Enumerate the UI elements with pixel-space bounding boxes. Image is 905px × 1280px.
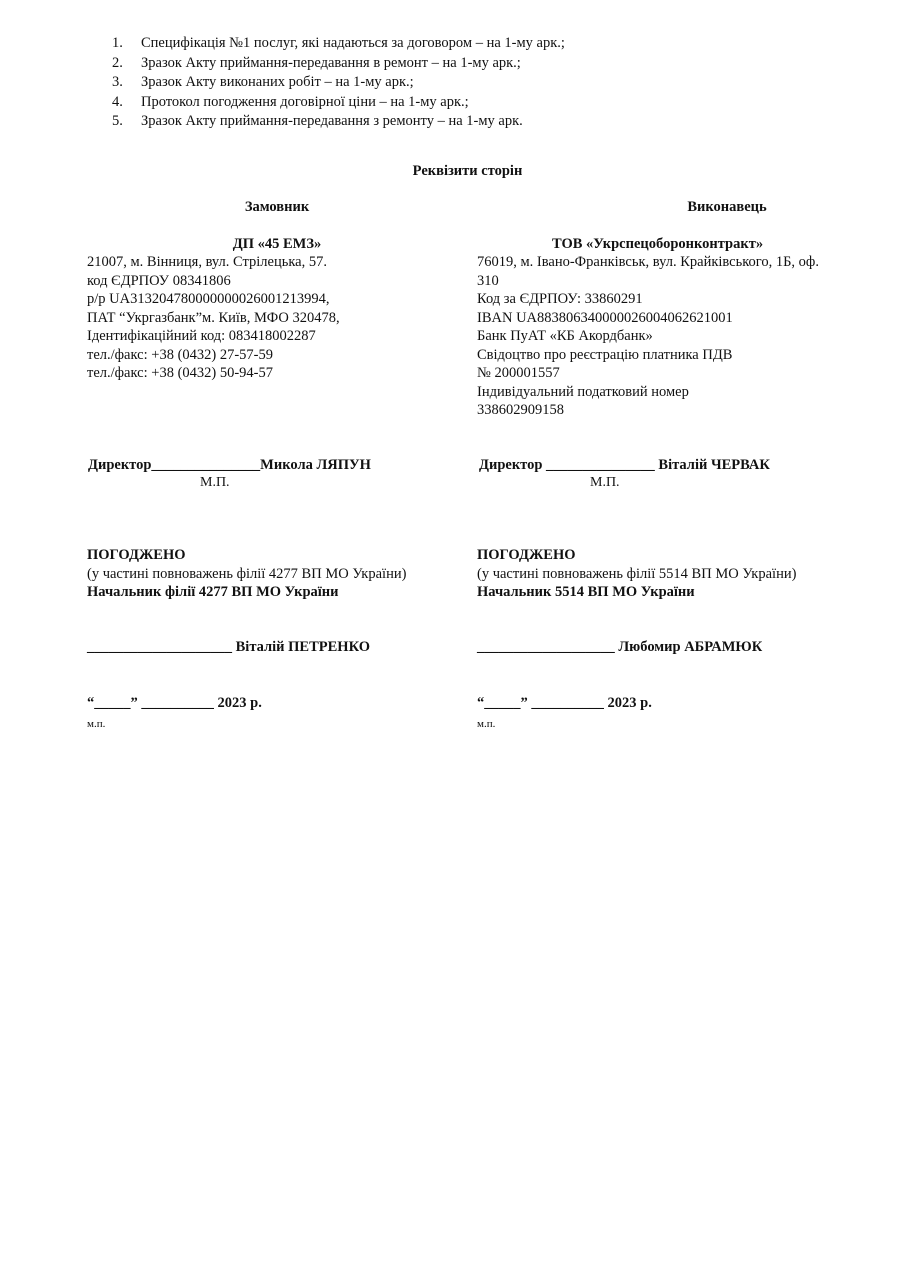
contractor-detail-line: 338602909158 [477, 402, 564, 418]
customer-stamp-small: м.п. [87, 718, 106, 730]
customer-head-title: Начальник філії 4277 ВП МО України [87, 584, 339, 600]
annex-text: Зразок Акту приймання-передавання в ремонт – на 1-му арк.; [141, 54, 521, 71]
contractor-detail-line: Свідоцтво про реєстрацію платника ПДВ [477, 346, 733, 363]
annex-item [112, 73, 565, 93]
contractor-agreed-note: (у частині повноважень філії 5514 ВП МО України) [477, 565, 797, 582]
customer-stamp-label: М.П. [200, 475, 230, 490]
contractor-agreed-block [477, 546, 796, 602]
customer-agreed-block [87, 546, 406, 602]
contractor-head-title: Начальник 5514 ВП МО України [477, 584, 695, 600]
contractor-detail-line: № 200001557 [477, 365, 560, 381]
annex-number: 2. [112, 54, 123, 71]
customer-details [87, 198, 467, 383]
annex-number: 1. [112, 35, 123, 51]
customer-agreed-heading: ПОГОДЖЕНО [87, 547, 186, 563]
contractor-agreed-heading: ПОГОДЖЕНО [477, 547, 576, 563]
contractor-head-signature: ___________________ Любомир АБРАМЮК [477, 639, 763, 655]
contractor-detail-line: IBAN UA883806340000026004062621001 [477, 309, 733, 326]
annex-number: 4. [112, 93, 123, 110]
contractor-detail-line: Індивідуальний податковий номер [477, 383, 689, 400]
annex-list [112, 34, 565, 132]
contractor-date-line: “_____” __________ 2023 р. [477, 695, 652, 711]
contractor-org-name: ТОВ «Укрспецоборонконтракт» [552, 235, 764, 252]
customer-detail-line: код ЄДРПОУ 08341806 [87, 272, 231, 289]
customer-date-line: “_____” __________ 2023 р. [87, 695, 262, 711]
contractor-detail-line: 76019, м. Івано-Франківськ, вул. Крайківського, 1Б, оф. [477, 254, 819, 270]
annex-text: Зразок Акту виконаних робіт – на 1-му арк.; [141, 74, 414, 90]
annex-text: Специфікація №1 послуг, які надаються за договором – на 1-му арк.; [141, 35, 565, 51]
customer-detail-line: р/р UA313204780000000026001213994, [87, 291, 330, 307]
customer-agreed-note: (у частині повноважень філії 4277 ВП МО України) [87, 565, 407, 582]
annex-number: 3. [112, 74, 123, 90]
customer-detail-line: 21007, м. Вінниця, вул. Стрілецька, 57. [87, 254, 327, 270]
annex-number: 5. [112, 113, 123, 129]
contractor-detail-line: Код за ЄДРПОУ: 33860291 [477, 291, 643, 307]
contractor-role-heading: Виконавець [687, 199, 767, 215]
annex-item [112, 34, 565, 54]
customer-head-signature: ____________________ Віталій ПЕТРЕНКО [87, 639, 371, 655]
annex-item [112, 112, 565, 132]
annex-item [112, 54, 565, 74]
contractor-director-signature: Директор _______________ Віталій ЧЕРВАК [479, 457, 770, 473]
customer-org-name: ДП «45 ЕМЗ» [232, 235, 322, 252]
customer-detail-line: Ідентифікаційний код: 083418002287 [87, 328, 316, 344]
contractor-stamp-small: м.п. [477, 718, 496, 730]
contractor-stamp-label: М.П. [590, 475, 620, 490]
annex-text: Протокол погодження договірної ціни – на 1-му арк.; [141, 93, 469, 110]
contractor-detail-line: Банк ПуАТ «КБ Акордбанк» [477, 328, 653, 344]
customer-director-signature: Директор_______________Микола ЛЯПУН [88, 457, 371, 473]
annex-text: Зразок Акту приймання-передавання з ремонту – на 1-му арк. [141, 113, 523, 129]
customer-detail-line: тел./факс: +38 (0432) 27-57-59 [87, 346, 274, 363]
customer-detail-line: тел./факс: +38 (0432) 50-94-57 [87, 365, 274, 381]
contractor-details [477, 198, 877, 420]
customer-role-heading: Замовник [244, 199, 310, 215]
section-title: Реквізити сторін [412, 163, 523, 179]
customer-detail-line: ПАТ “Укргазбанк”м. Київ, МФО 320478, [87, 309, 340, 326]
annex-item [112, 93, 565, 113]
contractor-detail-line: 310 [477, 272, 499, 289]
